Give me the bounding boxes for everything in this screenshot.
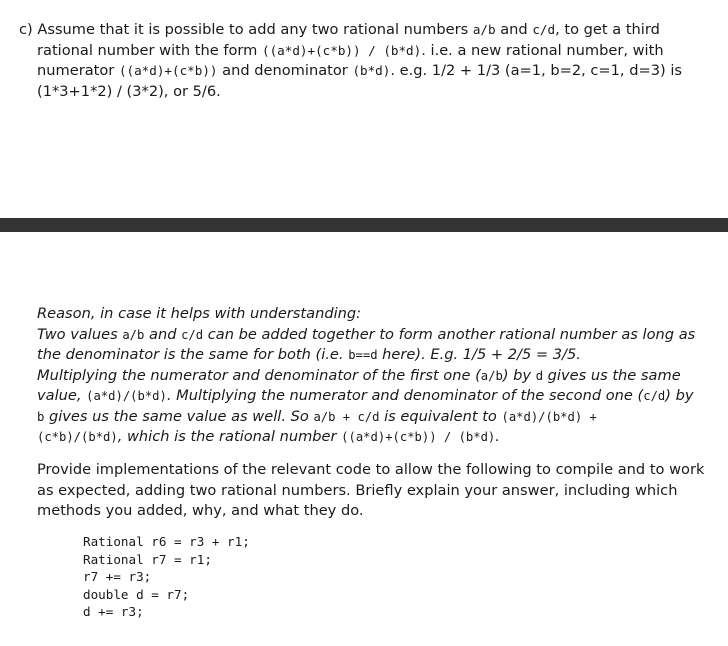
text-run: Assume that it is possible to add any two rational numbers: [32, 21, 473, 38]
instructions-line: Provide implementations of the relevant code to allow the following to compile and to work: [37, 461, 705, 478]
inline-code: ((a*d)+(c*b)) / (b*d): [262, 42, 422, 58]
text-run: value,: [37, 387, 87, 404]
text-run: and denominator: [217, 62, 353, 79]
reason-line: [37, 427, 712, 448]
instructions-line: as expected, adding two rational numbers. Briefly explain your answer, including which: [37, 481, 678, 499]
text-run: gives us the same value as well. So: [44, 407, 314, 425]
text-run: Multiplying the numerator and denominator of the first one (: [37, 366, 481, 384]
text-run: rational number with the form: [37, 41, 262, 59]
question-c: [19, 20, 709, 102]
reason-line: [37, 366, 712, 387]
text-run: . e.g. 1/2 + 1/3 (a=1, b=2, c=1, d=3) is: [390, 62, 682, 79]
text-run: ) by: [502, 366, 536, 384]
reason-line: [37, 325, 712, 346]
text-run: gives us the same: [543, 366, 681, 384]
inline-code: c/d: [181, 327, 204, 342]
reason-block: [37, 304, 712, 448]
code-line: Rational r7 = r1;: [83, 551, 212, 567]
reason-line: [37, 386, 712, 407]
inline-code: c/d: [532, 22, 556, 37]
reason-line: [37, 407, 712, 428]
code-line: d += r3;: [83, 604, 144, 619]
inline-code: ((a*d)+(c*b)): [118, 63, 218, 78]
inline-code: ((a*d)+(c*b)) / (b*d): [341, 430, 496, 444]
text-run: , to get a third: [555, 21, 660, 38]
text-run: and: [144, 325, 182, 343]
text-run: and: [495, 21, 533, 38]
inline-code: (a*d)/(b*d): [86, 389, 167, 403]
question-line: (1*3+1*2) / (3*2), or 5/6.: [37, 82, 221, 100]
code-line: r7 += r3;: [83, 569, 152, 584]
text-run: here). E.g. 1/5 + 2/5 = 3/5.: [377, 346, 581, 363]
inline-code: b==d: [348, 348, 378, 362]
question-label: c): [19, 21, 33, 38]
text-run: ) by: [665, 387, 694, 404]
inline-code: a/b: [480, 368, 503, 383]
text-run: the denominator is the same for both (i.e.: [37, 346, 349, 363]
divider-band: [0, 218, 728, 232]
text-run: numerator: [37, 62, 119, 79]
inline-code: a/b + c/d: [313, 409, 380, 424]
question-line: [19, 61, 709, 82]
text-run: . i.e. a new rational number, with: [421, 41, 664, 59]
code-block: [83, 533, 250, 621]
instructions-block: [37, 460, 712, 522]
text-run: can be added together to form another rational number as long as: [203, 325, 696, 343]
text-run: Two values: [37, 325, 123, 343]
instructions-line: methods you added, why, and what they do.: [37, 502, 364, 519]
text-run: , which is the rational number: [117, 428, 342, 445]
code-line: double d = r7;: [83, 586, 190, 602]
reason-line: [37, 345, 712, 366]
text-run: .: [495, 428, 500, 445]
text-run: . Multiplying the numerator and denominator of the second one (: [166, 387, 644, 404]
question-line: [19, 20, 709, 41]
code-line: Rational r6 = r3 + r1;: [83, 534, 250, 549]
reason-heading: Reason, in case it helps with understanding:: [37, 305, 362, 322]
inline-code: (a*d)/(b*d) +: [501, 409, 597, 424]
inline-code: (c*b)/(b*d): [37, 430, 118, 444]
inline-code: a/b: [472, 22, 496, 37]
inline-code: d: [535, 368, 544, 383]
inline-code: b: [37, 409, 45, 424]
inline-code: c/d: [643, 389, 666, 403]
inline-code: (b*d): [352, 63, 391, 78]
inline-code: a/b: [122, 327, 145, 342]
question-line: [19, 41, 709, 62]
text-run: is equivalent to: [379, 407, 502, 425]
